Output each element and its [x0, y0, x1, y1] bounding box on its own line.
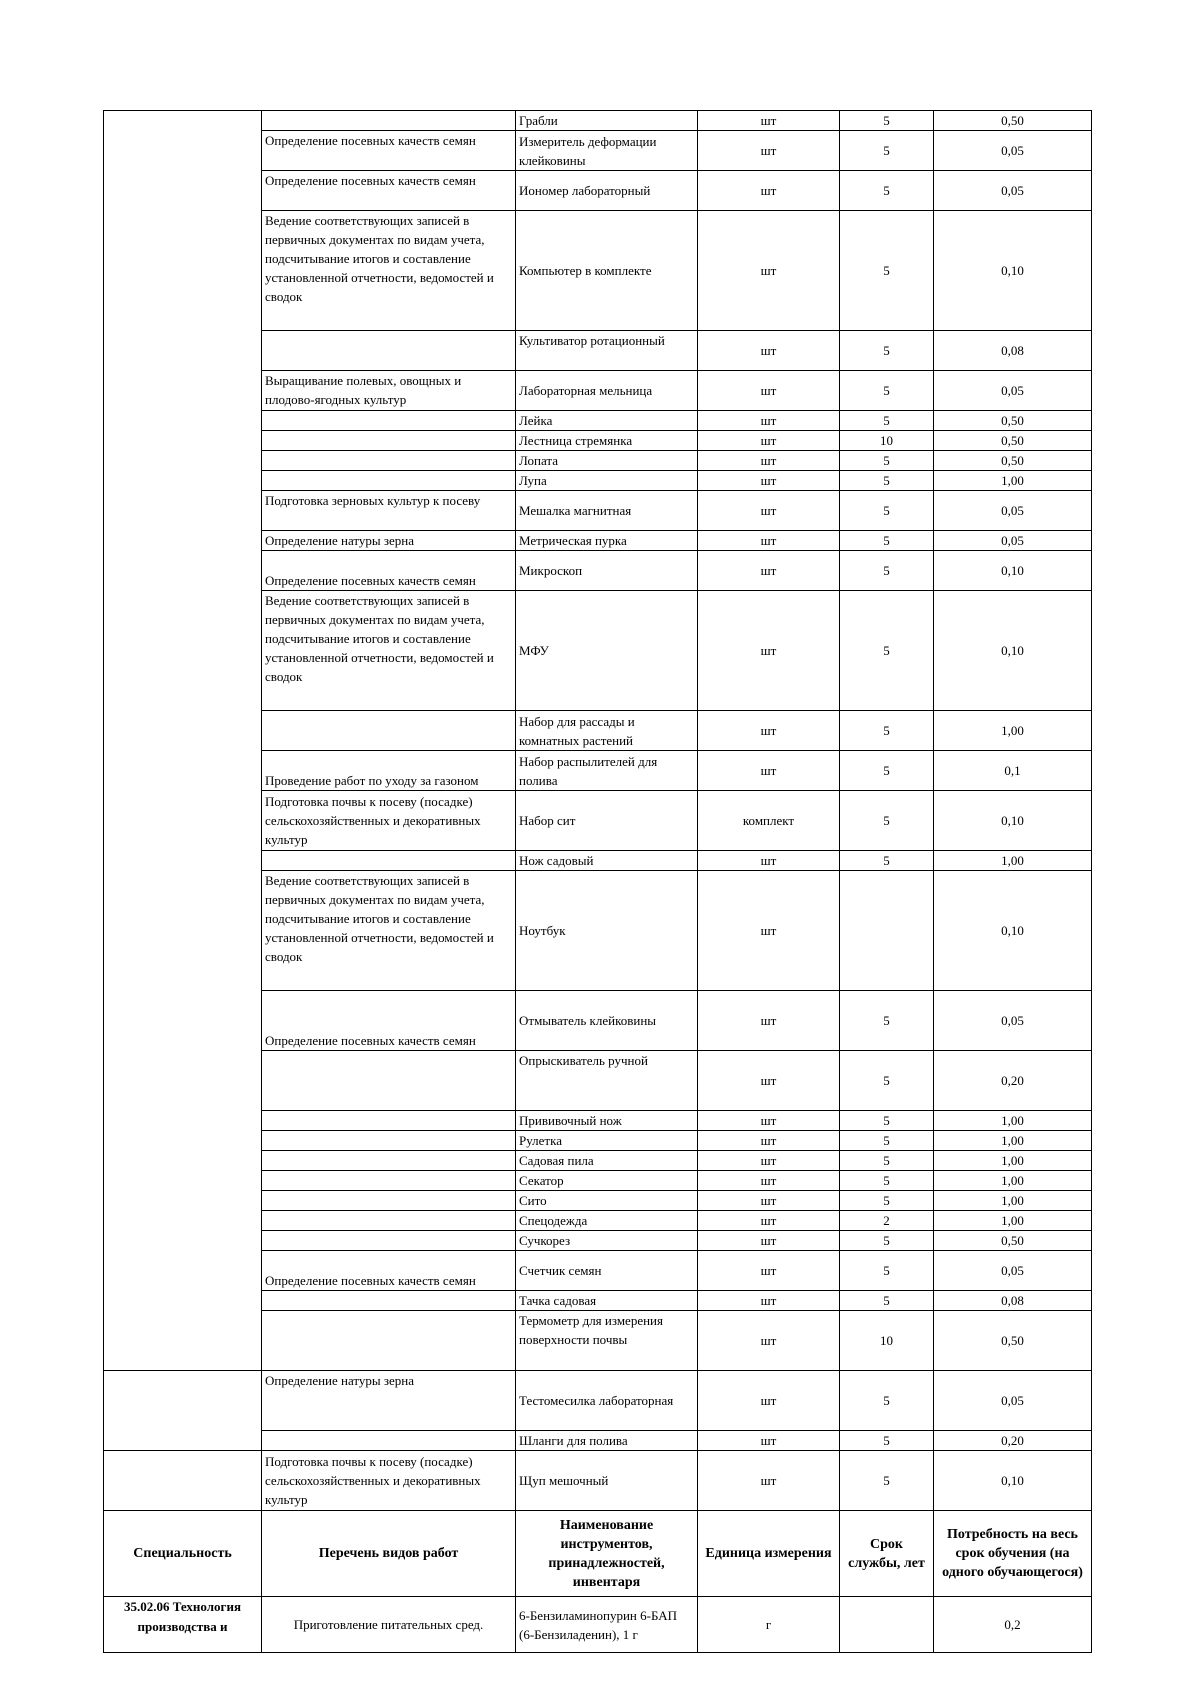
service-life-cell: 5	[840, 111, 934, 131]
requirement-cell: 0,05	[934, 1251, 1092, 1291]
work-type-cell: Подготовка почвы к посеву (посадке) сельскохозяйственных и декоративных культур	[262, 791, 516, 851]
unit-cell: шт	[698, 1171, 840, 1191]
work-type-cell	[262, 1131, 516, 1151]
table-row	[104, 111, 1092, 131]
service-life-cell: 5	[840, 751, 934, 791]
tool-cell: Лупа	[516, 471, 698, 491]
work-type-cell: Определение натуры зерна	[262, 531, 516, 551]
service-life-cell: 5	[840, 531, 934, 551]
unit-cell: шт	[698, 211, 840, 331]
unit-cell: шт	[698, 991, 840, 1051]
work-type-cell	[262, 331, 516, 371]
tool-cell: 6-Бензиламинопурин 6-БАП (6-Бензиладенин), 1 г	[516, 1597, 698, 1653]
work-type-cell: Ведение соответствующих записей в первичных документах по видам учета, подсчитывание итогов и составление установленной отчетности, ведомостей и сводок	[262, 211, 516, 331]
requirement-cell: 1,00	[934, 1171, 1092, 1191]
requirement-cell: 1,00	[934, 1151, 1092, 1171]
service-life-cell: 5	[840, 591, 934, 711]
requirement-cell: 0,50	[934, 111, 1092, 131]
service-life-cell: 5	[840, 1151, 934, 1171]
service-life-cell: 5	[840, 371, 934, 411]
service-life-cell: 5	[840, 1251, 934, 1291]
service-life-cell: 5	[840, 551, 934, 591]
service-life-cell: 5	[840, 1431, 934, 1451]
tool-cell: Секатор	[516, 1171, 698, 1191]
service-life-cell: 5	[840, 1051, 934, 1111]
work-type-cell	[262, 1311, 516, 1371]
work-type-cell: Определение посевных качеств семян	[262, 171, 516, 211]
work-type-cell	[262, 451, 516, 471]
work-type-cell	[262, 1151, 516, 1171]
header-specialty: Специальность	[104, 1511, 262, 1597]
specialty-cell	[104, 1451, 262, 1511]
service-life-cell: 5	[840, 331, 934, 371]
tool-cell: Иономер лабораторный	[516, 171, 698, 211]
work-type-cell	[262, 1291, 516, 1311]
work-type-cell	[262, 1211, 516, 1231]
requirement-cell: 0,05	[934, 531, 1092, 551]
header-work-types: Перечень видов работ	[262, 1511, 516, 1597]
work-type-cell: Приготовление питательных сред.	[262, 1597, 516, 1653]
requirement-cell: 0,50	[934, 411, 1092, 431]
requirement-cell: 1,00	[934, 1131, 1092, 1151]
unit-cell: шт	[698, 1231, 840, 1251]
unit-cell: шт	[698, 331, 840, 371]
work-type-cell	[262, 111, 516, 131]
requirement-cell: 0,08	[934, 1291, 1092, 1311]
service-life-cell: 5	[840, 1451, 934, 1511]
requirement-cell: 0,20	[934, 1051, 1092, 1111]
tool-cell: Термометр для измерения поверхности почвы	[516, 1311, 698, 1371]
unit-cell: шт	[698, 1431, 840, 1451]
unit-cell: шт	[698, 1131, 840, 1151]
unit-cell: шт	[698, 131, 840, 171]
service-life-cell: 5	[840, 791, 934, 851]
requirement-cell: 1,00	[934, 1191, 1092, 1211]
table-row	[104, 1371, 1092, 1431]
requirement-cell: 0,50	[934, 1231, 1092, 1251]
unit-cell: шт	[698, 711, 840, 751]
requirement-cell: 1,00	[934, 471, 1092, 491]
requirement-cell: 0,50	[934, 431, 1092, 451]
work-type-cell: Определение посевных качеств семян	[262, 1251, 516, 1291]
service-life-cell	[840, 871, 934, 991]
tool-cell: Грабли	[516, 111, 698, 131]
service-life-cell: 5	[840, 1191, 934, 1211]
service-life-cell: 10	[840, 431, 934, 451]
work-type-cell	[262, 1051, 516, 1111]
tool-cell: Мешалка магнитная	[516, 491, 698, 531]
work-type-cell	[262, 1231, 516, 1251]
service-life-cell: 5	[840, 1171, 934, 1191]
equipment-table	[103, 110, 1092, 1653]
requirement-cell: 1,00	[934, 711, 1092, 751]
requirement-cell: 0,50	[934, 451, 1092, 471]
unit-cell: шт	[698, 1151, 840, 1171]
service-life-cell: 5	[840, 171, 934, 211]
tool-cell: Опрыскиватель ручной	[516, 1051, 698, 1111]
tool-cell: Счетчик семян	[516, 1251, 698, 1291]
unit-cell: шт	[698, 1291, 840, 1311]
service-life-cell: 5	[840, 1231, 934, 1251]
unit-cell: шт	[698, 871, 840, 991]
work-type-cell: Ведение соответствующих записей в первичных документах по видам учета, подсчитывание итогов и составление установленной отчетности, ведомостей и сводок	[262, 591, 516, 711]
tool-cell: Отмыватель клейковины	[516, 991, 698, 1051]
requirement-cell: 0,05	[934, 491, 1092, 531]
tool-cell: Лейка	[516, 411, 698, 431]
tool-cell: Культиватор ротационный	[516, 331, 698, 371]
tool-cell: Спецодежда	[516, 1211, 698, 1231]
unit-cell: шт	[698, 851, 840, 871]
work-type-cell: Ведение соответствующих записей в первичных документах по видам учета, подсчитывание итогов и составление установленной отчетности, ведомостей и сводок	[262, 871, 516, 991]
unit-cell: шт	[698, 451, 840, 471]
work-type-cell	[262, 471, 516, 491]
unit-cell: шт	[698, 1371, 840, 1431]
work-type-cell: Подготовка зерновых культур к посеву	[262, 491, 516, 531]
tool-cell: Метрическая пурка	[516, 531, 698, 551]
tool-cell: Набор сит	[516, 791, 698, 851]
unit-cell: шт	[698, 371, 840, 411]
document-page	[103, 110, 1091, 1653]
requirement-cell: 0,10	[934, 1451, 1092, 1511]
work-type-cell	[262, 711, 516, 751]
table-row	[104, 1451, 1092, 1511]
header-tool-name: Наименование инструментов, принадлежностей, инвентаря	[516, 1511, 698, 1597]
tool-cell: Набор распылителей для полива	[516, 751, 698, 791]
header-requirement: Потребность на весь срок обучения (на одного обучающегося)	[934, 1511, 1092, 1597]
tool-cell: Микроскоп	[516, 551, 698, 591]
requirement-cell: 0,20	[934, 1431, 1092, 1451]
unit-cell: комплект	[698, 791, 840, 851]
tool-cell: Шланги для полива	[516, 1431, 698, 1451]
unit-cell: шт	[698, 1051, 840, 1111]
header-unit: Единица измерения	[698, 1511, 840, 1597]
specialty-cell	[104, 111, 262, 1371]
unit-cell: шт	[698, 171, 840, 211]
tool-cell: Компьютер в комплекте	[516, 211, 698, 331]
unit-cell: шт	[698, 1191, 840, 1211]
table-header-row	[104, 1511, 1092, 1597]
unit-cell: шт	[698, 531, 840, 551]
table-row	[104, 1597, 1092, 1653]
service-life-cell: 5	[840, 471, 934, 491]
specialty-cell: 35.02.06 Технология производства и	[104, 1597, 262, 1653]
unit-cell: шт	[698, 491, 840, 531]
unit-cell: шт	[698, 431, 840, 451]
work-type-cell: Выращивание полевых, овощных и плодово-ягодных культур	[262, 371, 516, 411]
work-type-cell: Определение натуры зерна	[262, 1371, 516, 1431]
work-type-cell: Определение посевных качеств семян	[262, 551, 516, 591]
specialty-cell	[104, 1371, 262, 1451]
work-type-cell: Подготовка почвы к посеву (посадке) сельскохозяйственных и декоративных культур	[262, 1451, 516, 1511]
tool-cell: Рулетка	[516, 1131, 698, 1151]
tool-cell: Щуп мешочный	[516, 1451, 698, 1511]
requirement-cell: 0,10	[934, 211, 1092, 331]
unit-cell: шт	[698, 411, 840, 431]
work-type-cell	[262, 411, 516, 431]
service-life-cell: 5	[840, 211, 934, 331]
requirement-cell: 0,10	[934, 591, 1092, 711]
work-type-cell	[262, 1111, 516, 1131]
requirement-cell: 0,10	[934, 551, 1092, 591]
tool-cell: Лабораторная мельница	[516, 371, 698, 411]
requirement-cell: 0,05	[934, 171, 1092, 211]
work-type-cell: Определение посевных качеств семян	[262, 991, 516, 1051]
tool-cell: МФУ	[516, 591, 698, 711]
service-life-cell: 5	[840, 451, 934, 471]
tool-cell: Лестница стремянка	[516, 431, 698, 451]
requirement-cell: 1,00	[934, 851, 1092, 871]
requirement-cell: 0,08	[934, 331, 1092, 371]
unit-cell: шт	[698, 1311, 840, 1371]
service-life-cell: 5	[840, 1371, 934, 1431]
tool-cell: Набор для рассады и комнатных растений	[516, 711, 698, 751]
tool-cell: Нож садовый	[516, 851, 698, 871]
service-life-cell: 5	[840, 1291, 934, 1311]
equipment-table-body	[104, 111, 1092, 1653]
requirement-cell: 0,2	[934, 1597, 1092, 1653]
header-service-life: Срок службы, лет	[840, 1511, 934, 1597]
service-life-cell: 5	[840, 491, 934, 531]
unit-cell: шт	[698, 1451, 840, 1511]
service-life-cell: 5	[840, 1111, 934, 1131]
work-type-cell: Определение посевных качеств семян	[262, 131, 516, 171]
work-type-cell	[262, 851, 516, 871]
work-type-cell	[262, 1171, 516, 1191]
service-life-cell: 5	[840, 711, 934, 751]
service-life-cell: 5	[840, 991, 934, 1051]
tool-cell: Садовая пила	[516, 1151, 698, 1171]
service-life-cell: 5	[840, 131, 934, 171]
requirement-cell: 0,50	[934, 1311, 1092, 1371]
work-type-cell	[262, 1431, 516, 1451]
service-life-cell	[840, 1597, 934, 1653]
unit-cell: шт	[698, 111, 840, 131]
work-type-cell	[262, 1191, 516, 1211]
service-life-cell: 2	[840, 1211, 934, 1231]
unit-cell: шт	[698, 1111, 840, 1131]
requirement-cell: 0,10	[934, 871, 1092, 991]
service-life-cell: 10	[840, 1311, 934, 1371]
unit-cell: г	[698, 1597, 840, 1653]
requirement-cell: 0,1	[934, 751, 1092, 791]
service-life-cell: 5	[840, 851, 934, 871]
tool-cell: Сучкорез	[516, 1231, 698, 1251]
requirement-cell: 0,10	[934, 791, 1092, 851]
requirement-cell: 0,05	[934, 991, 1092, 1051]
tool-cell: Лопата	[516, 451, 698, 471]
tool-cell: Прививочный нож	[516, 1111, 698, 1131]
requirement-cell: 1,00	[934, 1111, 1092, 1131]
tool-cell: Тачка садовая	[516, 1291, 698, 1311]
work-type-cell	[262, 431, 516, 451]
requirement-cell: 0,05	[934, 131, 1092, 171]
work-type-cell: Проведение работ по уходу за газоном	[262, 751, 516, 791]
unit-cell: шт	[698, 1251, 840, 1291]
tool-cell: Ноутбук	[516, 871, 698, 991]
unit-cell: шт	[698, 751, 840, 791]
unit-cell: шт	[698, 551, 840, 591]
unit-cell: шт	[698, 591, 840, 711]
service-life-cell: 5	[840, 411, 934, 431]
tool-cell: Измеритель деформации клейковины	[516, 131, 698, 171]
service-life-cell: 5	[840, 1131, 934, 1151]
requirement-cell: 0,05	[934, 371, 1092, 411]
requirement-cell: 1,00	[934, 1211, 1092, 1231]
requirement-cell: 0,05	[934, 1371, 1092, 1431]
tool-cell: Тестомесилка лабораторная	[516, 1371, 698, 1431]
unit-cell: шт	[698, 471, 840, 491]
tool-cell: Сито	[516, 1191, 698, 1211]
unit-cell: шт	[698, 1211, 840, 1231]
